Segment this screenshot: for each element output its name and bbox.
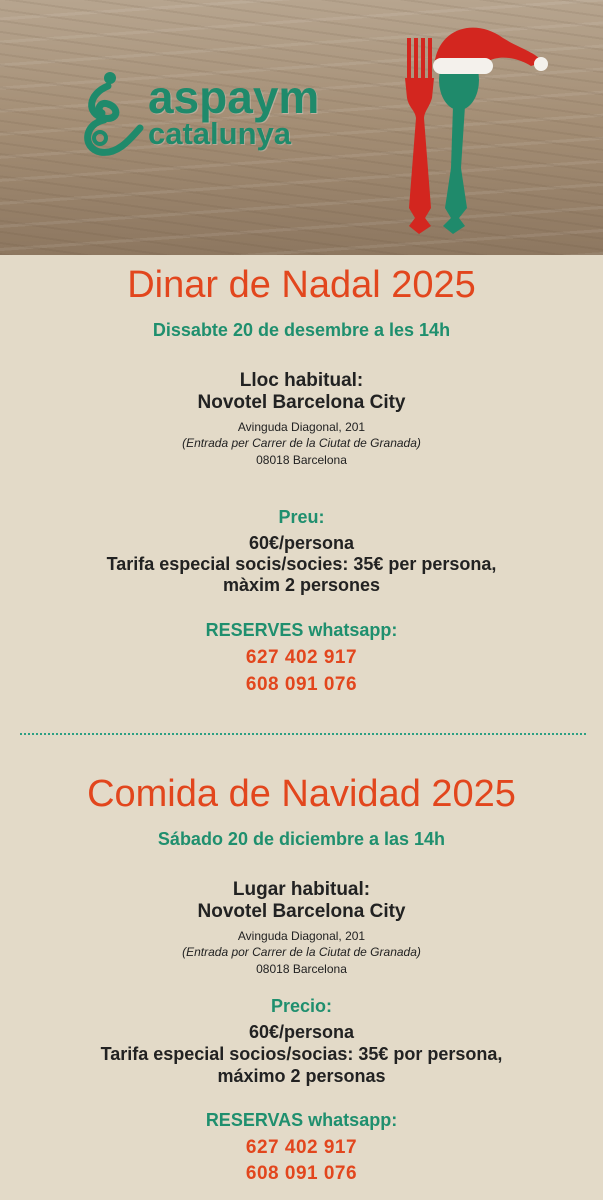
price-members-spanish: Tarifa especial socios/socias: 35€ por persona,	[100, 1044, 503, 1064]
price-label-catalan: Preu:	[278, 507, 325, 527]
phone2-spanish[interactable]: 608 091 076	[245, 1163, 358, 1184]
address-street-catalan: Avinguda Diagonal, 201	[237, 420, 366, 434]
price-members-catalan: Tarifa especial socis/socies: 35€ per persona,	[106, 554, 497, 574]
reserve-label-catalan: RESERVES whatsapp:	[205, 620, 398, 640]
venue-name-catalan: Novotel Barcelona City	[197, 392, 406, 413]
phone2-catalan[interactable]: 608 091 076	[245, 674, 358, 695]
logo-word-aspaym: aspaym	[148, 71, 320, 123]
venue-label-spanish: Lugar habitual:	[232, 879, 371, 900]
date-spanish: Sábado 20 de diciembre a las 14h	[157, 829, 446, 849]
dotted-divider	[20, 733, 586, 735]
venue-name-spanish: Novotel Barcelona City	[197, 901, 406, 922]
venue-label-catalan: Lloc habitual:	[239, 370, 364, 391]
date-catalan: Dissabte 20 de desembre a les 14h	[152, 320, 451, 340]
christmas-cutlery-icon	[395, 18, 555, 243]
logo-word-catalunya: catalunya	[148, 116, 292, 151]
price-label-spanish: Precio:	[270, 996, 333, 1016]
title-spanish: Comida de Navidad 2025	[87, 773, 516, 815]
phone1-spanish[interactable]: 627 402 917	[245, 1137, 358, 1158]
address-city-spanish: 08018 Barcelona	[256, 962, 347, 976]
red-fork-icon	[405, 38, 434, 234]
header-banner	[0, 0, 603, 255]
address-street-spanish: Avinguda Diagonal, 201	[237, 929, 366, 943]
price-limit-catalan: màxim 2 persones	[222, 575, 381, 595]
price-standard-catalan: 60€/persona	[248, 533, 355, 553]
address-city-catalan: 08018 Barcelona	[256, 453, 347, 467]
address-entrance-spanish: (Entrada por Carrer de la Ciutat de Granada)	[182, 945, 421, 959]
logo-person-icon	[78, 68, 148, 168]
price-limit-spanish: máximo 2 personas	[217, 1066, 386, 1086]
aspaym-logo	[78, 68, 348, 168]
address-entrance-catalan: (Entrada per Carrer de la Ciutat de Granada)	[182, 436, 421, 450]
price-standard-spanish: 60€/persona	[248, 1022, 355, 1042]
phone1-catalan[interactable]: 627 402 917	[245, 647, 358, 668]
green-spoon-icon	[439, 50, 479, 234]
reserve-label-spanish: RESERVAS whatsapp:	[205, 1110, 398, 1130]
title-catalan: Dinar de Nadal 2025	[127, 264, 476, 306]
santa-hat-icon	[433, 28, 548, 74]
